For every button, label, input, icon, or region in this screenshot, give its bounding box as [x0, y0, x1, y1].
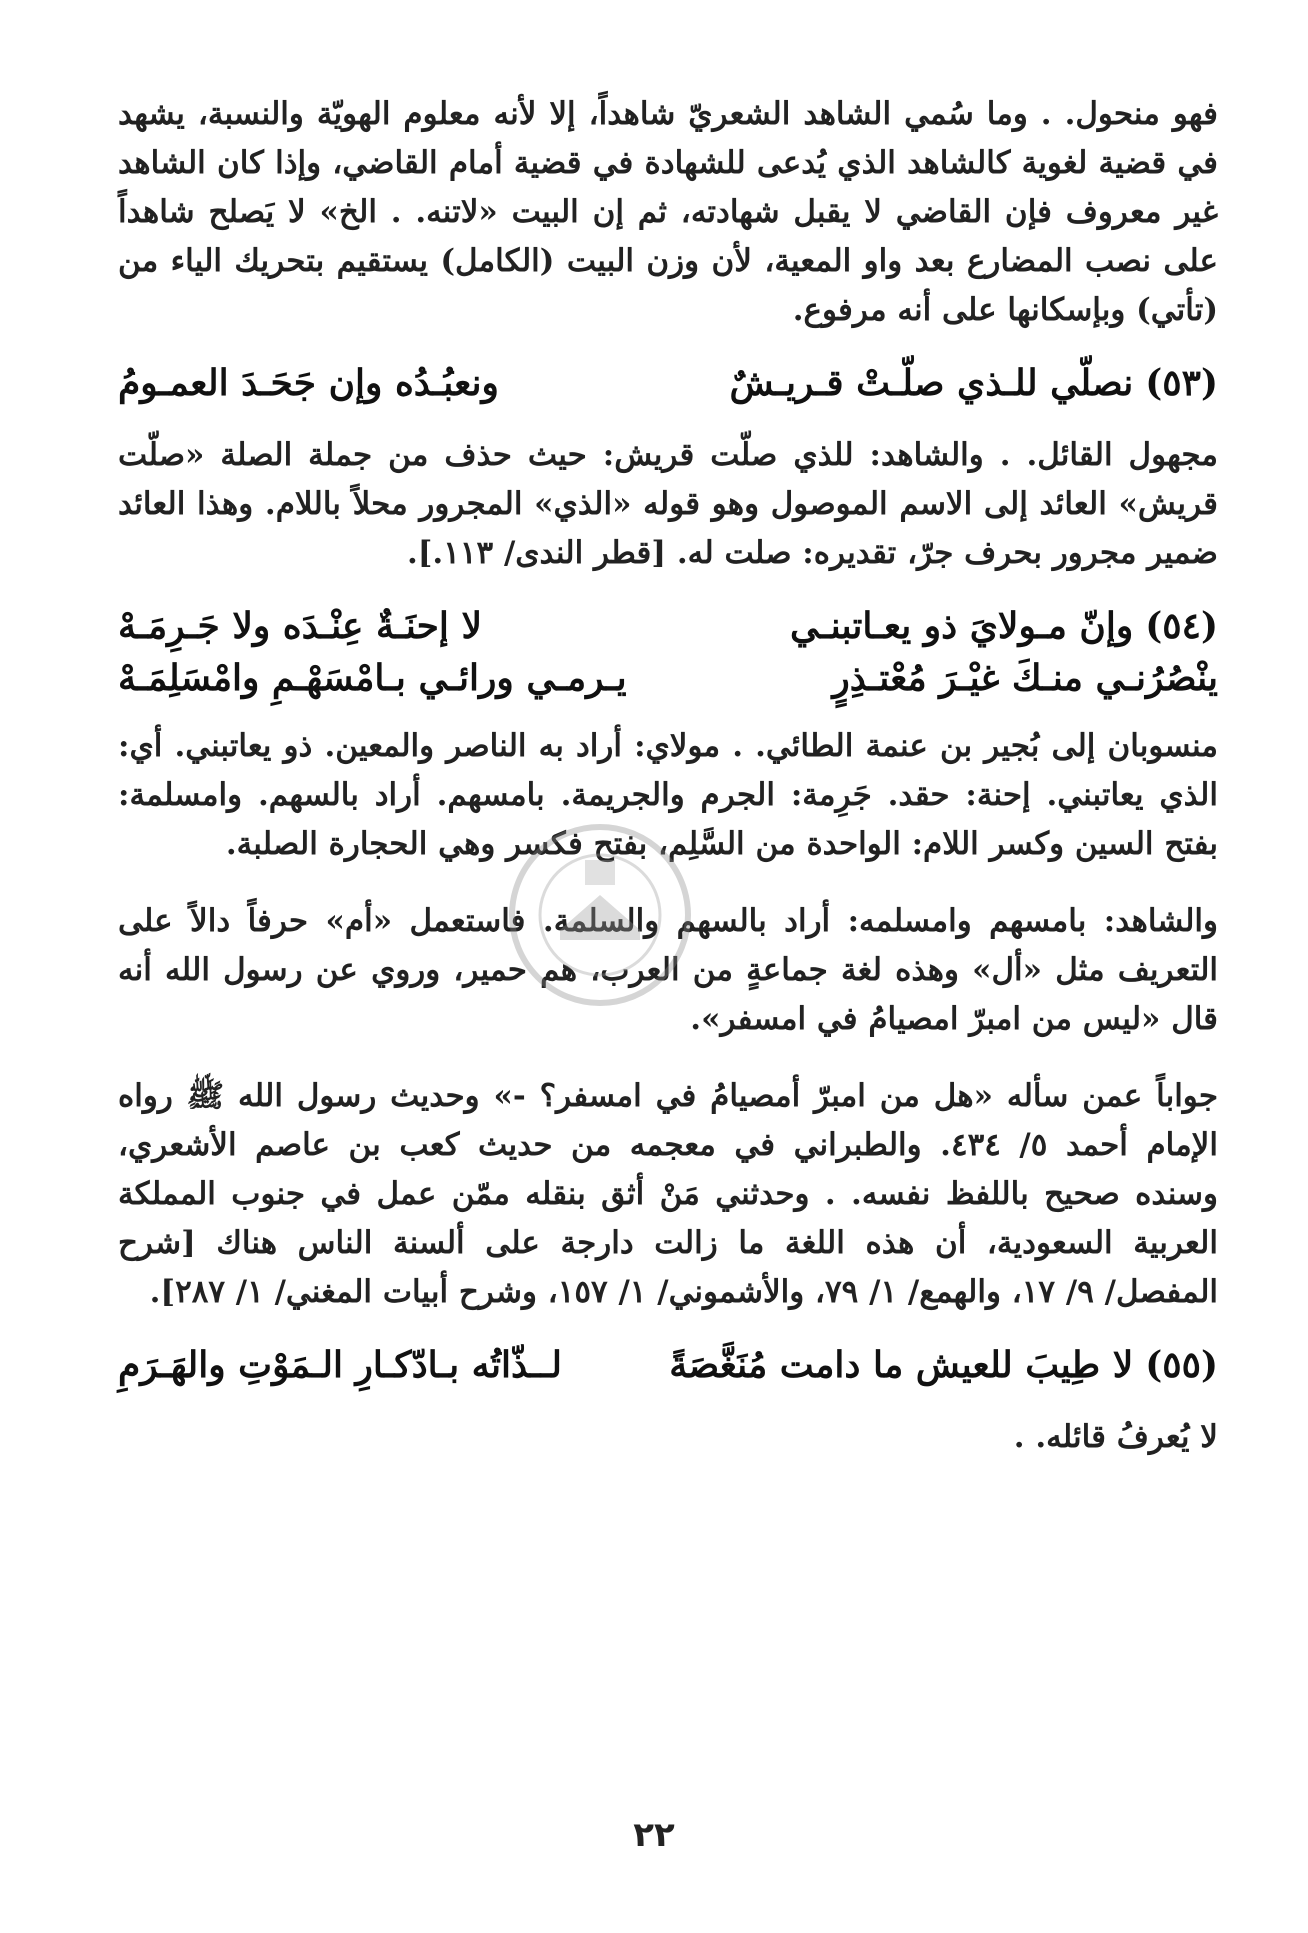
verse-54-line-1 [118, 600, 1218, 652]
page-number: ٢٢ [633, 1815, 675, 1855]
verse-55-first-hemistich: (٥٥)لا طِيبَ للعيش ما دامت مُنَغَّصَةً [669, 1344, 1218, 1386]
verse-54-line-2-first: ينْصُرُنـي منـكَ غيْـرَ مُعْتـذِرٍ [832, 657, 1218, 699]
verse-55-number: (٥٥) [1145, 1344, 1218, 1386]
commentary-shahid: والشاهد: بامسهم وامسلمه: أراد بالسهم والسلمة. فاستعمل «أم» حرفاً دالاً على التعريف مثل «أل» وهذه لغة جماعةٍ من العرب، هم حمير، وروي عن رسول الله أنه قال «ليس من امبرّ امصيامُ في امسفر». [118, 903, 1218, 1037]
verse-54-line-1-first: (٥٤)وإنّ مـولايَ ذو يعـاتبنـي [790, 605, 1218, 647]
verse-54 [118, 600, 1218, 704]
verse-53-first-hemistich: (٥٣)نصلّي للـذي صلّـتْ قـريـشٌ [729, 362, 1218, 404]
commentary-53: مجهول القائل. . والشاهد: للذي صلّت قريش: حيث حذف من جملة الصلة «صلّت قريش» العائد إلى الاسم الموصول وهو قوله «الذي» المجرور محلاً باللام. وهذا العائد ضمير مجرور بحرف جرّ، تقديره: صلت له. [قطر الندى/ ١١٣.]. [118, 437, 1218, 571]
commentary-55: لا يُعرفُ قائله. . [1013, 1419, 1218, 1455]
page-body [118, 90, 1218, 1462]
verse-54-line-2 [118, 652, 1218, 704]
verse-55 [118, 1339, 1218, 1391]
watermark-seal-icon [500, 815, 700, 1015]
commentary-54: منسوبان إلى بُجير بن عنمة الطائي. . مولاي: أراد به الناصر والمعين. ذو يعاتبني. أي: الذي يعاتبني. إحنة: حقد. جَرِمة: الجرم والجريمة. بامسهم. أراد بالسهم. وامسلمة: بفتح السين وكسر اللام: الواحدة من السَّلِم، بفتح فكسر وهي الحجارة الصلبة. [118, 728, 1218, 862]
verse-53-number: (٥٣) [1145, 362, 1218, 404]
verse-53 [118, 357, 1218, 409]
verse-54-line-1-second: لا إحنَـةٌ عِنْـدَه ولا جَـرِمَـهْ [118, 605, 482, 647]
paragraph-intro: فهو منحول. . وما سُمي الشاهد الشعريّ شاهداً، إلا لأنه معلوم الهويّة والنسبة، يشهد في قضية لغوية كالشاهد الذي يُدعى للشهادة في قضية أمام القاضي، وإذا كان الشاهد غير معروف فإن القاضي لا يقبل شهادته، ثم إن البيت «لاتنه. . الخ» لا يَصلح شاهداً على نصب المضارع بعد واو المعية، لأن وزن البيت (الكامل) يستقيم بتحريك الياء من (تأتي) وبإسكانها على أنه مرفوع. [118, 96, 1218, 328]
commentary-hadith: جواباً عمن سأله «هل من امبرّ أمصيامُ في امسفر؟ -» وحديث رسول الله ﷺ رواه الإمام أحمد ٥/ ٤٣٤. والطبراني في معجمه من حديث كعب بن عاصم الأشعري، وسنده صحيح باللفظ نفسه. . وحدثني مَنْ أثق بنقله ممّن عمل في جنوب المملكة العربية السعودية، أن هذه اللغة ما زالت دارجة على ألسنة الناس هناك [شرح المفصل/ ٩/ ١٧، والهمع/ ١/ ٧٩، والأشموني/ ١/ ١٥٧، وشرح أبيات المغني/ ١/ ٢٨٧]. [118, 1078, 1218, 1310]
verse-55-second-hemistich: لــذّاتُه بـادّكـارِ الـمَوْتِ والهَـرَمِ [118, 1344, 562, 1386]
verse-54-number: (٥٤) [1145, 605, 1218, 647]
verse-54-line-2-second: يـرمـي ورائـي بـامْسَهْـمِ وامْسَلِمَـهْ [118, 657, 627, 699]
verse-53-second-hemistich: ونعبُـدُه وإن جَحَـدَ العمـومُ [118, 362, 499, 404]
